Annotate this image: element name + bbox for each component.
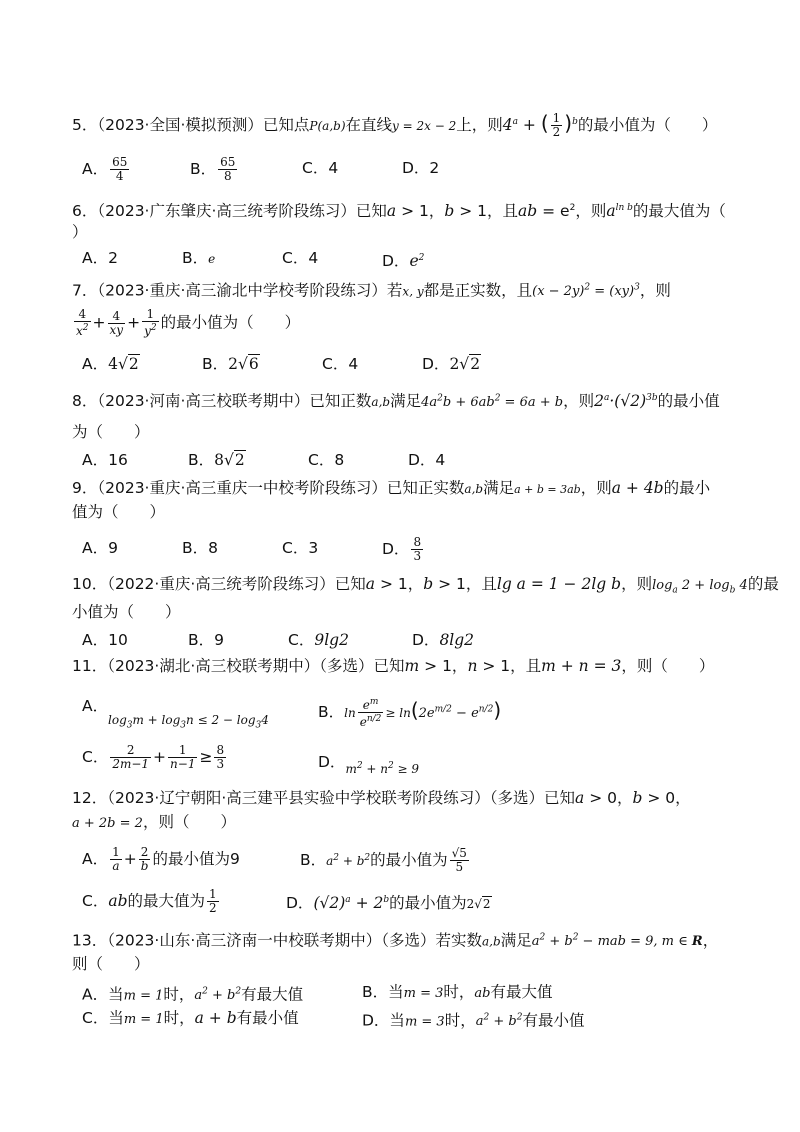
question-12-stem-cont: a + 2b = 2，则（ ） [72, 813, 236, 831]
question-8-stem: 8．（2023·河南·高三校联考期中）已知正数a,b满足$4a^2b + 6ab^2 = 6a + b$，则$2^a\cdot(√2)^{3b}$的最小值 [72, 392, 720, 411]
q8-option-b: B．8√2 [188, 451, 245, 469]
q11-option-a: A． [82, 697, 109, 715]
q13-option-c: C．当m = 1时，a + b有最小值 [82, 1009, 299, 1027]
q6-option-c: C．4 [282, 249, 319, 267]
q8-option-c: C．8 [308, 451, 345, 469]
question-6-stem-cont: ） [72, 223, 88, 241]
q6-option-d: D．$e^2$ [382, 252, 425, 271]
question-6-stem: 6．（2023·广东肇庆·高三统考阶段练习）已知a > 1，b > 1，且ab = $e^2$，则$a^{ln b}$的最大值为（ [72, 202, 726, 221]
q5-option-a: A． $\frac{65}{4}$ [82, 155, 128, 183]
q8-option-d: D．4 [408, 451, 446, 469]
q7-option-b: B．2√6 [202, 355, 259, 373]
question-10-stem-cont: 小值为（ ） [72, 603, 181, 621]
q8-option-a: A．16 [82, 451, 128, 469]
q6-option-b: B．e [182, 249, 216, 267]
q10-option-a: A．10 [82, 631, 128, 649]
question-7-stem: 7．（2023·重庆·高三渝北中学校考阶段练习）若x, y都是正实数，且$(x - 2y)^2 = (xy)^3$，则 [72, 281, 671, 300]
q5-text: 5．（2023·全国·模拟预测）已知点 [72, 116, 310, 135]
q10-option-b: B．9 [188, 631, 224, 649]
q13-option-b: B．当m = 3时，ab有最大值 [362, 983, 553, 1001]
q12-option-c: C．ab的最大值为 $\frac{1}{2}$ [82, 887, 217, 915]
q7-option-c: C．4 [322, 355, 359, 373]
question-9-stem-cont: 值为（ ） [72, 503, 166, 521]
question-10-stem: 10．（2022·重庆·高三统考阶段练习）已知a > 1，b > 1，且lg a = 1 − 2lg b，则$\log_a 2 + \log_b 4$的最 [72, 575, 779, 596]
q7-option-a: A．4√2 [82, 355, 139, 373]
q5-option-b: B． $\frac{65}{8}$ [190, 155, 236, 183]
q13-option-d: D．当m = 3时，$a^2 + b^2$有最小值 [362, 1011, 585, 1030]
question-11-stem: 11．（2023·湖北·高三校联考期中）（多选）已知m > 1，n > 1，且m + n = 3，则（ ） [72, 657, 715, 675]
q12-option-d: D．$(√2)^a + 2^b$的最小值为2√2 [286, 894, 491, 913]
q9-option-b: B．8 [182, 539, 218, 557]
question-9-stem: 9．（2023·重庆·高三重庆一中校考阶段练习）已知正实数a,b满足a + b = 3ab，则a + 4b的最小 [72, 479, 711, 497]
q12-option-a: A． $\frac{1}{a}$ + $\frac{2}{b}$ 的最小值为9 [82, 845, 240, 873]
q9-option-c: C．3 [282, 539, 319, 557]
question-7-stem-cont: $\frac{4}{x^2}$ + $\frac{4}{xy}$ + $\frac{1}{y^2}$ 的最小值为（ ） [76, 307, 301, 338]
q12-option-b: B．$a^2 + b^2$的最小值为 $\frac{√5}{5}$ [300, 846, 467, 874]
q5-option-d: D．2 [402, 159, 440, 177]
question-5-stem: 5．（2023·全国·模拟预测）已知点P(a,b)在直线y = 2x − 2上，则$4^a$ + ( $\frac{1}{2}$ )$^b$的最小值为（ ） [72, 111, 718, 140]
q9-option-d: D． $\frac{8}{3}$ [382, 535, 422, 563]
question-11-options-ab: A． $\log_3m + \log_3n \le 2 - \log_34$ B．ln $\frac{e^m}{e^{n/2}}$ ≥ $\ln(2e^{m/2} - e^{n/2})$ [82, 694, 740, 734]
q9-option-a: A．9 [82, 539, 118, 557]
question-8-stem-cont: 为（ ） [72, 423, 150, 441]
q10-option-d: D．8lg2 [412, 631, 475, 649]
q5-option-c: C．4 [302, 159, 339, 177]
q11-option-c: C． $\frac{2}{2m-1}$ + $\frac{1}{n-1}$ ≥ $\frac{8}{3}$ [82, 743, 225, 771]
q7-option-d: D．2√2 [422, 355, 481, 373]
q11-option-b: B．ln $\frac{e^m}{e^{n/2}}$ ≥ $\ln(2e^{m/2} - e^{n/2})$ [318, 697, 502, 729]
question-12-stem: 12．（2023·辽宁朝阳·高三建平县实验中学校联考阶段练习）（多选）已知a > 0，b > 0， [72, 789, 691, 807]
q11-option-d: D．$_{m^2 + n^2 \ge 9}$ [318, 753, 420, 776]
q6-option-a: A．2 [82, 249, 118, 267]
question-13-stem-cont: 则（ ） [72, 955, 150, 973]
q13-option-a: A．当m = 1时，$a^2 + b^2$有最大值 [82, 985, 304, 1004]
question-13-stem: 13．（2023·山东·高三济南一中校联考期中）（多选）若实数a,b满足$a^2 + b^2$ − mab = 9, m ∈ R， [72, 931, 719, 950]
q10-option-c: C．9lg2 [288, 631, 349, 649]
